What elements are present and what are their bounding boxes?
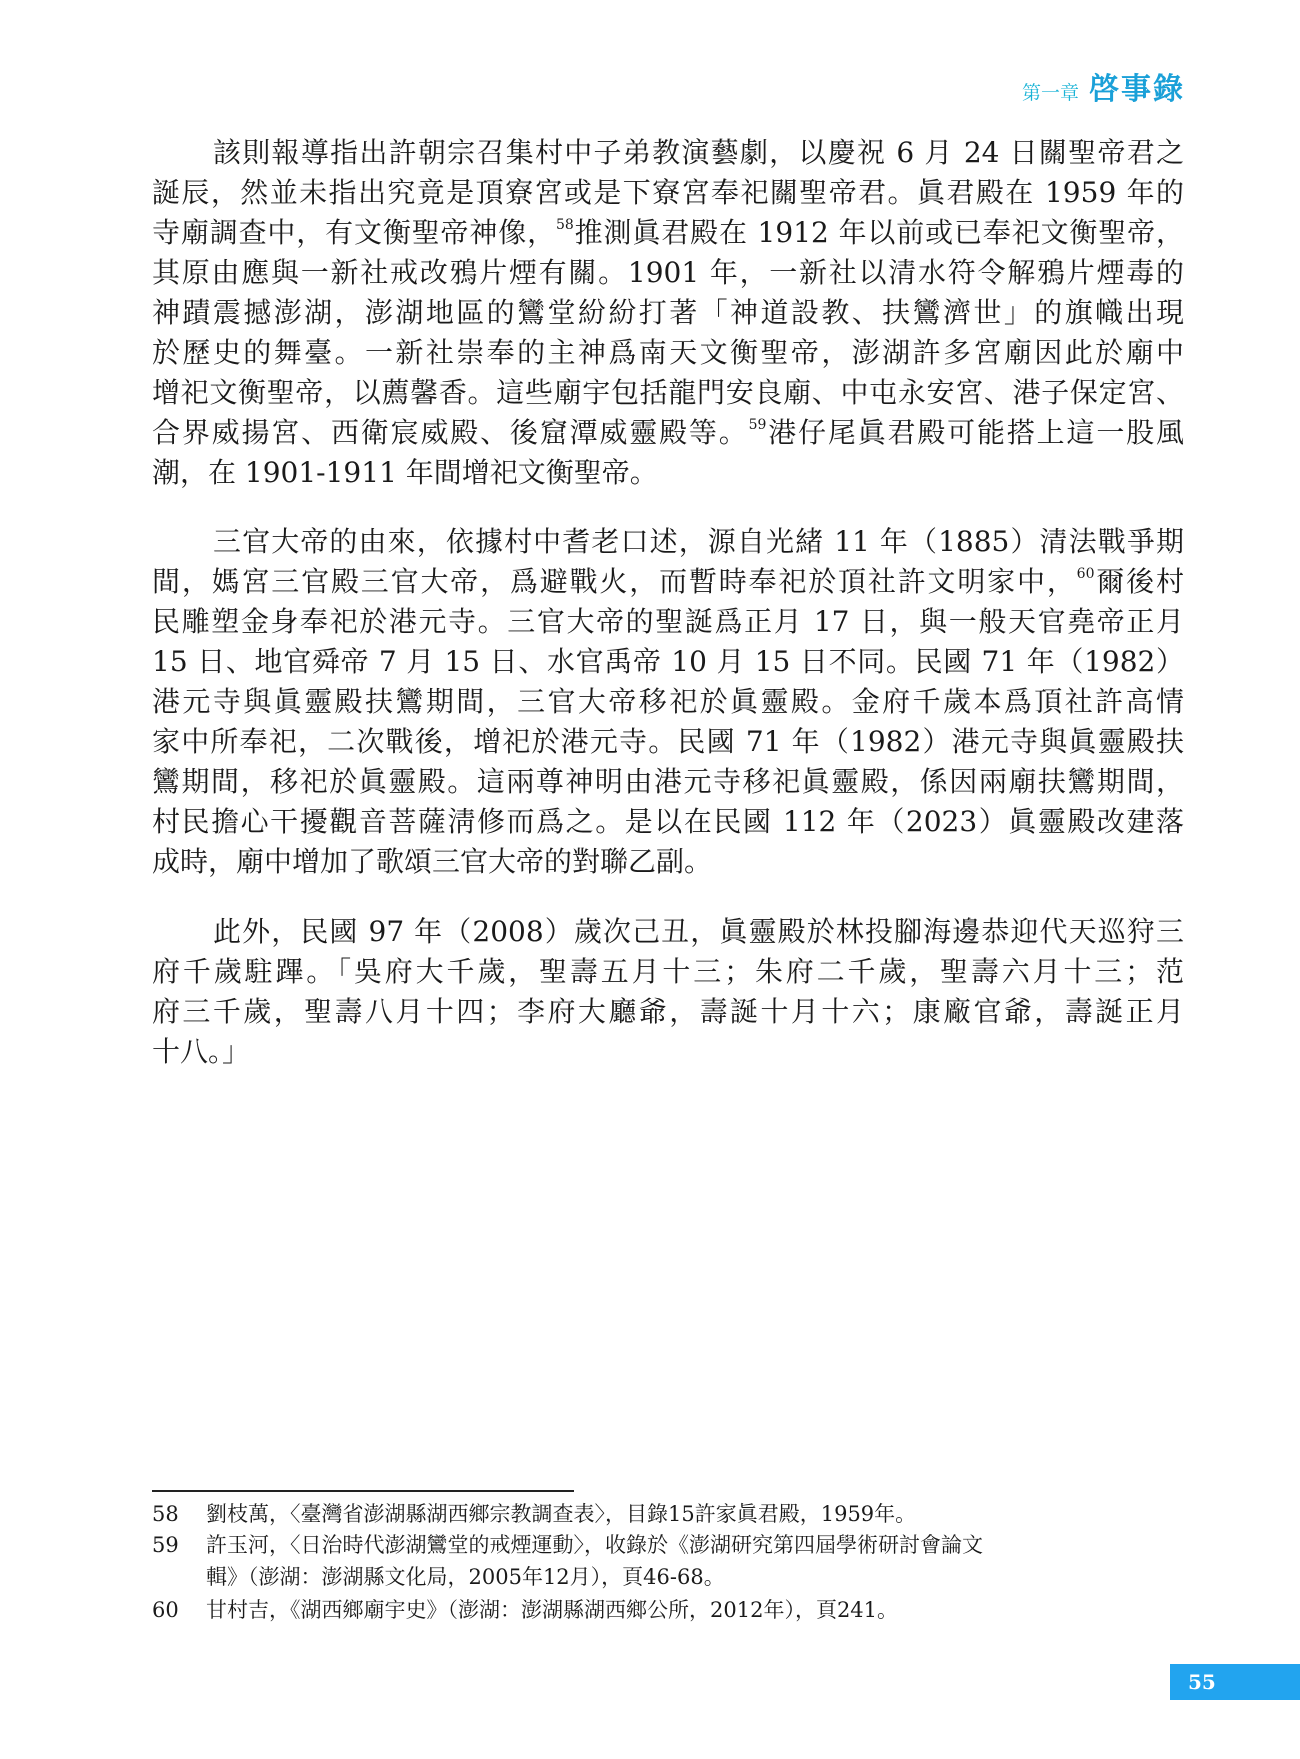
paragraph-line	[152, 176, 1184, 210]
running-header	[1022, 64, 1185, 108]
text-run: 港仔尾眞君殿可能搭上這一股風	[766, 416, 1184, 449]
paragraph-line	[152, 216, 1184, 250]
text-run: 此外，民國 97 年（2008）歲次己丑，眞靈殿於林投腳海邊恭迎代天巡狩三	[213, 915, 1184, 948]
paragraph-line	[152, 685, 1184, 719]
footnote-divider	[152, 1490, 574, 1492]
paragraph-line	[152, 1035, 1184, 1069]
text-run: 該則報導指出許朝宗召集村中子弟教演藝劇，以慶祝 6 月 24 日關聖帝君之	[213, 136, 1184, 169]
footnote-ref[interactable]: 59	[748, 417, 767, 433]
footnote-ref[interactable]: 58	[555, 217, 574, 233]
paragraph-line	[213, 136, 1184, 170]
footnote-text: 甘村吉，《湖西鄉廟宇史》（澎湖：澎湖縣湖西鄉公所，2012年），頁241。	[206, 1598, 899, 1622]
text-run: 其原由應與一新社戒改鴉片煙有關。1901 年，一新社以清水符令解鴉片煙毒的	[152, 256, 1184, 289]
text-run: 於歷史的舞臺。一新社崇奉的主神爲南天文衡聖帝，澎湖許多宮廟因此於廟中	[152, 336, 1184, 369]
text-run: 鸞期間，移祀於眞靈殿。這兩尊神明由港元寺移祀眞靈殿，係因兩廟扶鸞期間，	[152, 765, 1184, 798]
paragraph-line	[152, 416, 1184, 450]
text-run: 寺廟調查中，有文衡聖帝神像，	[152, 216, 556, 249]
text-run: 港元寺與眞靈殿扶鸞期間，三官大帝移祀於眞靈殿。金府千歲本爲頂社許高情	[152, 685, 1184, 718]
chapter-label: 第一章	[1021, 82, 1079, 104]
text-run: 間，媽宮三官殿三官大帝，爲避戰火，而暫時奉祀於頂社許文明家中，	[152, 565, 1077, 598]
paragraph-line	[152, 336, 1184, 370]
paragraph-line	[213, 525, 1184, 559]
text-run: 民雕塑金身奉祀於港元寺。三官大帝的聖誕爲正月 17 日，與一般天官堯帝正月	[152, 605, 1184, 638]
text-run: 15 日、地官舜帝 7 月 15 日、水官禹帝 10 月 15 日不同。民國 71 年（1982）	[152, 645, 1184, 678]
text-run: 爾後村	[1094, 565, 1184, 598]
paragraph-line	[152, 296, 1184, 330]
text-run: 增祀文衡聖帝，以薦馨香。這些廟宇包括龍門安良廟、中屯永安宮、港子保定宮、	[152, 376, 1184, 409]
footnote	[152, 1500, 916, 1528]
paragraph-line	[152, 725, 1184, 759]
footnote	[152, 1531, 983, 1559]
page-number: 55	[1170, 1664, 1300, 1700]
footnote-number: 58	[152, 1502, 179, 1526]
paragraph-line	[152, 256, 1184, 290]
footnote-number: 59	[152, 1533, 179, 1557]
paragraph-line	[152, 845, 1184, 879]
text-run: 誕辰，然並未指出究竟是頂寮宮或是下寮宮奉祀關聖帝君。眞君殿在 1959 年的	[152, 176, 1184, 209]
text-run: 成時，廟中增加了歌頌三官大帝的對聯乙副。	[152, 845, 713, 878]
paragraph-line	[213, 915, 1184, 949]
footnote-text: 劉枝萬，〈臺灣省澎湖縣湖西鄉宗教調查表〉，目錄15許家眞君殿，1959年。	[206, 1502, 917, 1526]
paragraph-line	[152, 565, 1184, 599]
text-run: 合界威揚宮、西衛宸威殿、後窟潭威靈殿等。	[152, 416, 749, 449]
text-run: 三官大帝的由來，依據村中耆老口述，源自光緒 11 年（1885）清法戰爭期	[213, 525, 1184, 558]
text-run: 府三千歲，聖壽八月十四；李府大廳爺，壽誕十月十六；康廠官爺，壽誕正月	[152, 995, 1184, 1028]
footnote-ref[interactable]: 60	[1076, 566, 1095, 582]
footnote	[152, 1596, 898, 1624]
footnote-number: 60	[152, 1598, 179, 1622]
paragraph-line	[152, 605, 1184, 639]
text-run: 神蹟震撼澎湖，澎湖地區的鸞堂紛紛打著「神道設教、扶鸞濟世」的旗幟出現	[152, 296, 1184, 329]
text-run: 潮，在 1901-1911 年間增祀文衡聖帝。	[152, 456, 658, 489]
text-run: 家中所奉祀，二次戰後，增祀於港元寺。民國 71 年（1982）港元寺與眞靈殿扶	[152, 725, 1184, 758]
paragraph-line	[152, 645, 1184, 679]
text-run: 十八。」	[152, 1035, 251, 1068]
paragraph-line	[152, 456, 1184, 490]
paragraph-line	[152, 995, 1184, 1029]
text-run: 推測眞君殿在 1912 年以前或已奉祀文衡聖帝，	[573, 216, 1184, 249]
footnote	[206, 1563, 725, 1591]
text-run: 村民擔心干擾觀音菩薩淸修而爲之。是以在民國 112 年（2023）眞靈殿改建落	[152, 805, 1184, 838]
chapter-title: 啓事錄	[1089, 72, 1185, 107]
paragraph-line	[152, 765, 1184, 799]
footnote-text: 輯》（澎湖：澎湖縣文化局，2005年12月），頁46-68。	[206, 1565, 725, 1589]
text-run: 府千歲駐蹕。「吳府大千歲，聖壽五月十三；朱府二千歲，聖壽六月十三；范	[152, 955, 1184, 988]
footnote-text: 許玉河，〈日治時代澎湖鸞堂的戒煙運動〉，收錄於《澎湖研究第四屆學術研討會論文	[206, 1533, 983, 1557]
paragraph-line	[152, 955, 1184, 989]
paragraph-line	[152, 376, 1184, 410]
paragraph-line	[152, 805, 1184, 839]
